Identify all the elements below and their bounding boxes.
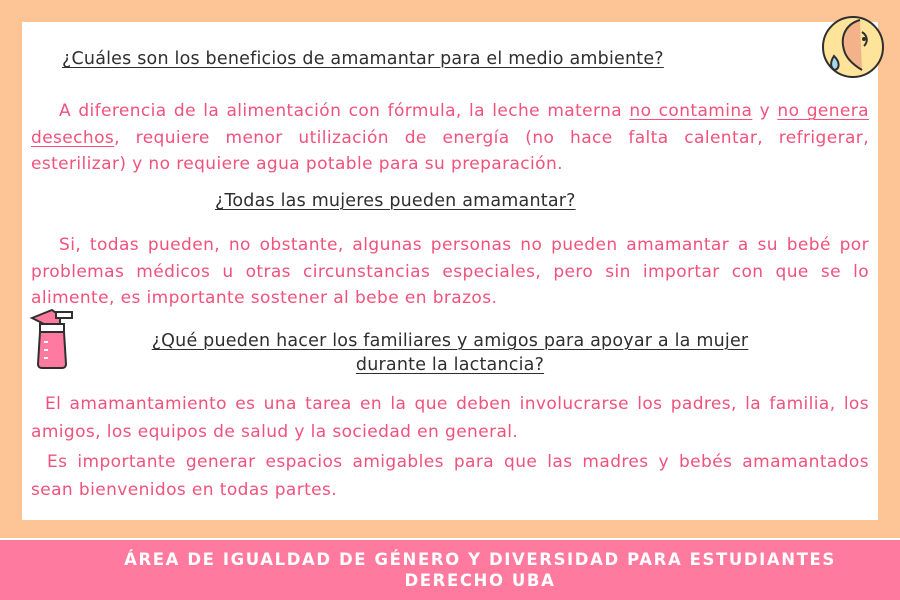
question-environment-benefits: ¿Cuáles son los beneficios de amamantar para el medio ambiente? [62, 49, 664, 69]
no-genera-desechos-text: no genera desechos [31, 101, 869, 148]
paragraph-environment-text-1: A diferencia de la alimentación con fórmula, la leche materna [59, 101, 630, 121]
footer-line-1: ÁREA DE IGUALDAD DE GÉNERO Y DIVERSIDAD PARA ESTUDIANTES [124, 550, 836, 569]
question-family-support-line1: ¿Qué pueden hacer los familiares y amigos para apoyar a la mujer [151, 331, 749, 351]
paragraph-environment [31, 98, 869, 178]
footer-line-2: DERECHO UBA [404, 571, 556, 590]
no-contamina-text: no contamina [629, 101, 753, 121]
paragraph-friendly-spaces: Es importante generar espacios amigables para que las madres y bebés amamantados sean bienvenidos en todas partes. [31, 452, 869, 500]
question-family-support [80, 329, 820, 377]
breast-pump-icon [26, 308, 76, 370]
footer-banner [0, 538, 900, 600]
paragraph-all-women: Si, todas pueden, no obstante, algunas personas no pueden amamantar a su bebé por problemas médicos u otras circunstancias especiales, pero sin importar con que se lo alimente, es importante sostener al bebe en brazos. [31, 235, 869, 308]
breastfeeding-icon [818, 12, 888, 82]
question-family-support-line2: durante la lactancia? [355, 355, 545, 375]
paragraph-involvement: El amamantamiento es una tarea en la que deben involucrarse los padres, la familia, los amigos, los equipos de salud y la sociedad en general. [31, 394, 869, 442]
paragraph-environment-text-2: y [752, 101, 778, 121]
question-can-all-women-breastfeed: ¿Todas las mujeres pueden amamantar? [215, 191, 576, 211]
paragraph-environment-text-3: , requiere menor utilización de energía (no hace falta calentar, refrigerar, esterilizar) y no requiere agua potable para su preparación. [31, 127, 869, 174]
